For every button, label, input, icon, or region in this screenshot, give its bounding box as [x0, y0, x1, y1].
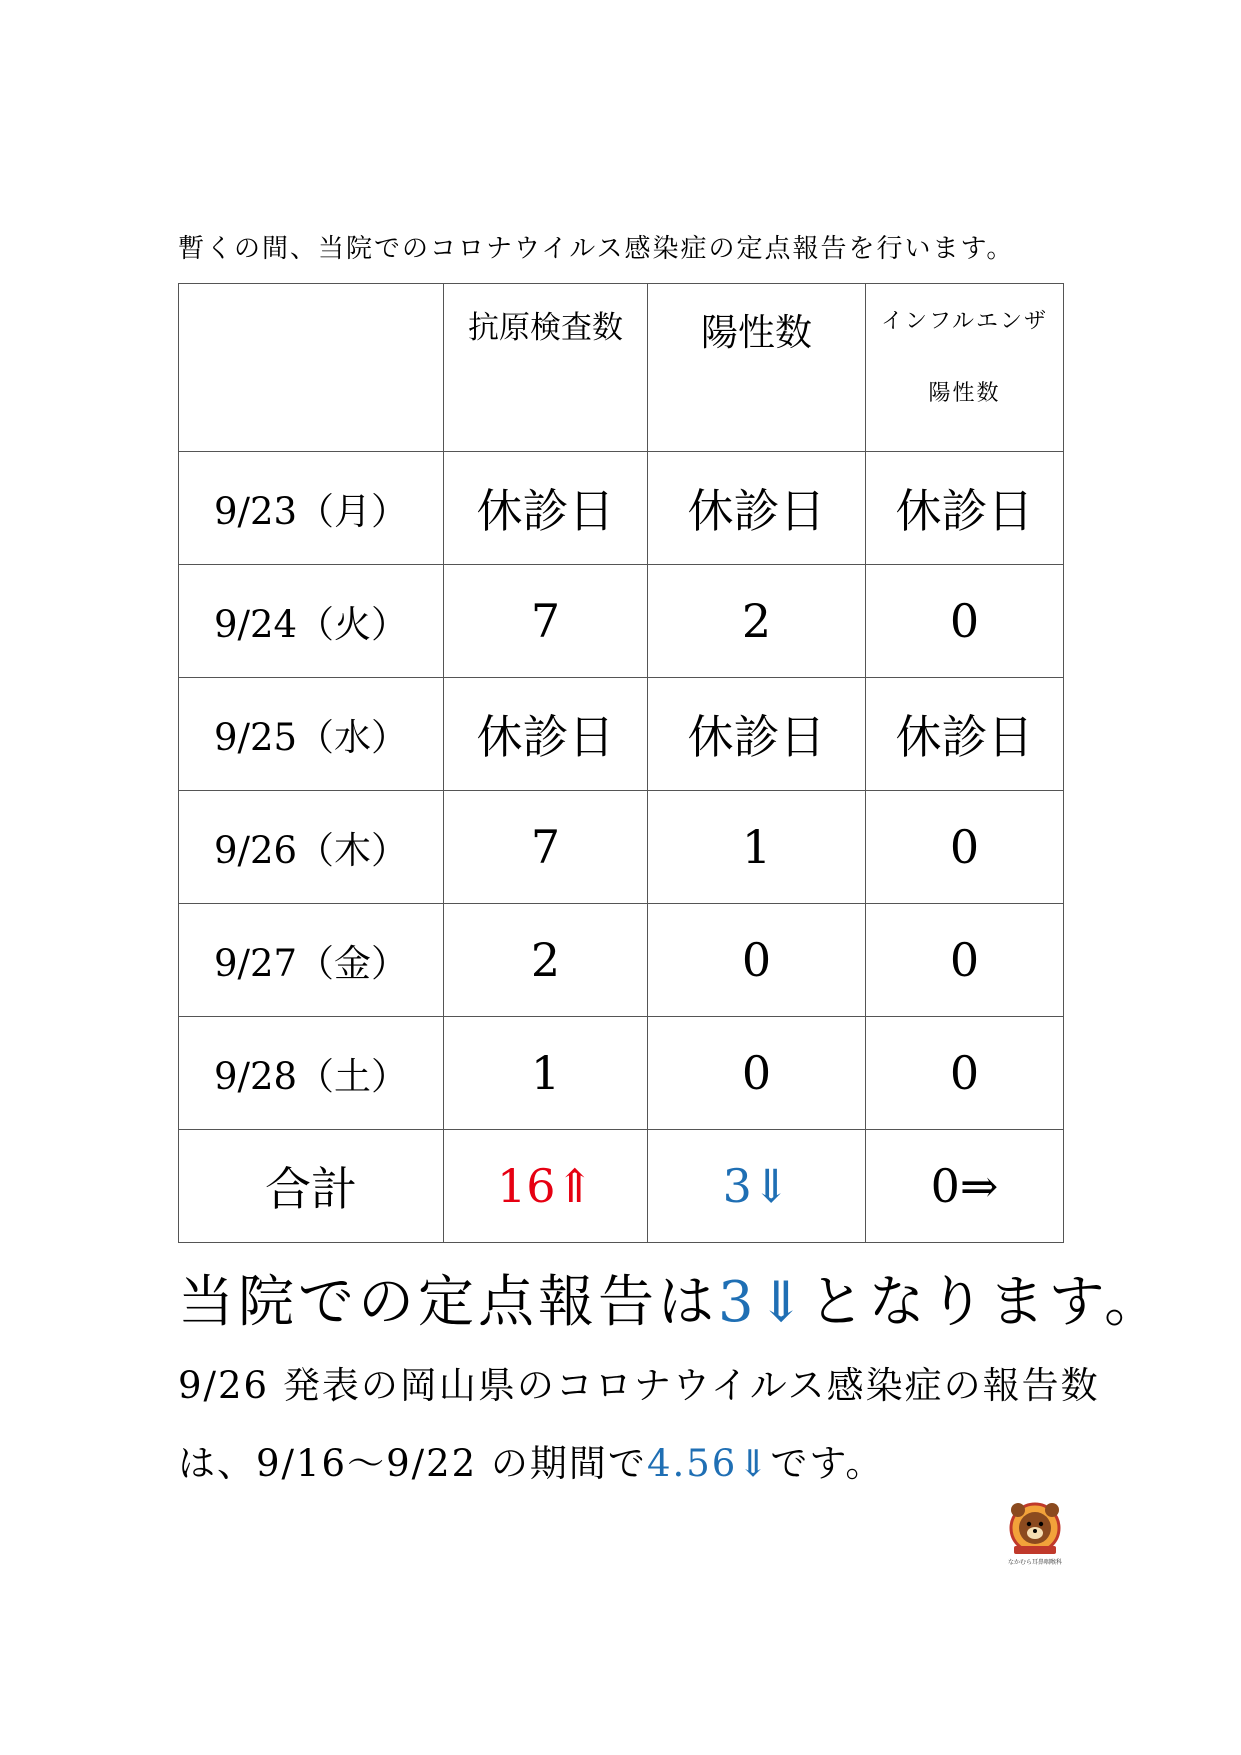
- row-antigen: 7: [444, 791, 648, 904]
- table-row: [179, 678, 1064, 791]
- row-date: 9/24（火）: [179, 565, 444, 678]
- note-value: 4.56⇓: [646, 1442, 771, 1485]
- row-influenza: 0: [866, 791, 1064, 904]
- row-positive: 休診日: [648, 452, 866, 565]
- summary-value: 3⇓: [718, 1270, 809, 1335]
- row-date: 9/26（木）: [179, 791, 444, 904]
- table-header-row: [179, 284, 1064, 452]
- row-antigen: 7: [444, 565, 648, 678]
- summary-suffix: となります。: [808, 1270, 1165, 1335]
- row-influenza: 0: [866, 1017, 1064, 1130]
- note-suffix: です。: [770, 1442, 885, 1485]
- note-prefix: は、9/16～9/22 の期間で: [178, 1442, 647, 1485]
- row-influenza: 休診日: [866, 678, 1064, 791]
- row-date: 9/27（金）: [179, 904, 444, 1017]
- row-positive: 0: [648, 1017, 866, 1130]
- intro-text: 暫くの間、当院でのコロナウイルス感染症の定点報告を行います。: [178, 234, 1015, 264]
- row-antigen: 休診日: [444, 678, 648, 791]
- row-date: 9/23（月）: [179, 452, 444, 565]
- total-influenza: 0⇒: [866, 1130, 1064, 1243]
- report-table: [178, 283, 1064, 1243]
- row-positive: 2: [648, 565, 866, 678]
- row-influenza: 休診日: [866, 452, 1064, 565]
- header-blank: [179, 284, 444, 452]
- row-influenza: 0: [866, 565, 1064, 678]
- row-influenza: 0: [866, 904, 1064, 1017]
- table-row: [179, 791, 1064, 904]
- clinic-bear-logo-icon: [1000, 1498, 1070, 1568]
- header-antigen: 抗原検査数: [444, 284, 648, 452]
- row-positive: 休診日: [648, 678, 866, 791]
- row-positive: 1: [648, 791, 866, 904]
- header-influenza: [866, 284, 1064, 452]
- row-date: 9/28（土）: [179, 1017, 444, 1130]
- row-antigen: 休診日: [444, 452, 648, 565]
- row-positive: 0: [648, 904, 866, 1017]
- prefecture-note-line2: [178, 1433, 884, 1487]
- row-antigen: 1: [444, 1017, 648, 1130]
- total-antigen: 16⇑: [444, 1130, 648, 1243]
- table-row: [179, 565, 1064, 678]
- row-antigen: 2: [444, 904, 648, 1017]
- total-label: 合計: [179, 1130, 444, 1243]
- row-date: 9/25（水）: [179, 678, 444, 791]
- table-row: [179, 1017, 1064, 1130]
- header-influenza-line1: インフルエンザ: [880, 309, 1049, 334]
- svg-text:なかむら耳鼻咽喉科: なかむら耳鼻咽喉科: [1007, 1559, 1063, 1566]
- table-row: [179, 452, 1064, 565]
- table-total-row: [179, 1130, 1064, 1243]
- summary-prefix: 当院での定点報告は: [178, 1270, 718, 1335]
- summary-line: [178, 1258, 1164, 1338]
- total-positive: 3⇓: [648, 1130, 866, 1243]
- header-influenza-line2: 陽性数: [928, 381, 1001, 406]
- table-row: [179, 904, 1064, 1017]
- prefecture-note-line1: 9/26 発表の岡山県のコロナウイルス感染症の報告数: [178, 1364, 1100, 1407]
- header-positive: 陽性数: [648, 284, 866, 452]
